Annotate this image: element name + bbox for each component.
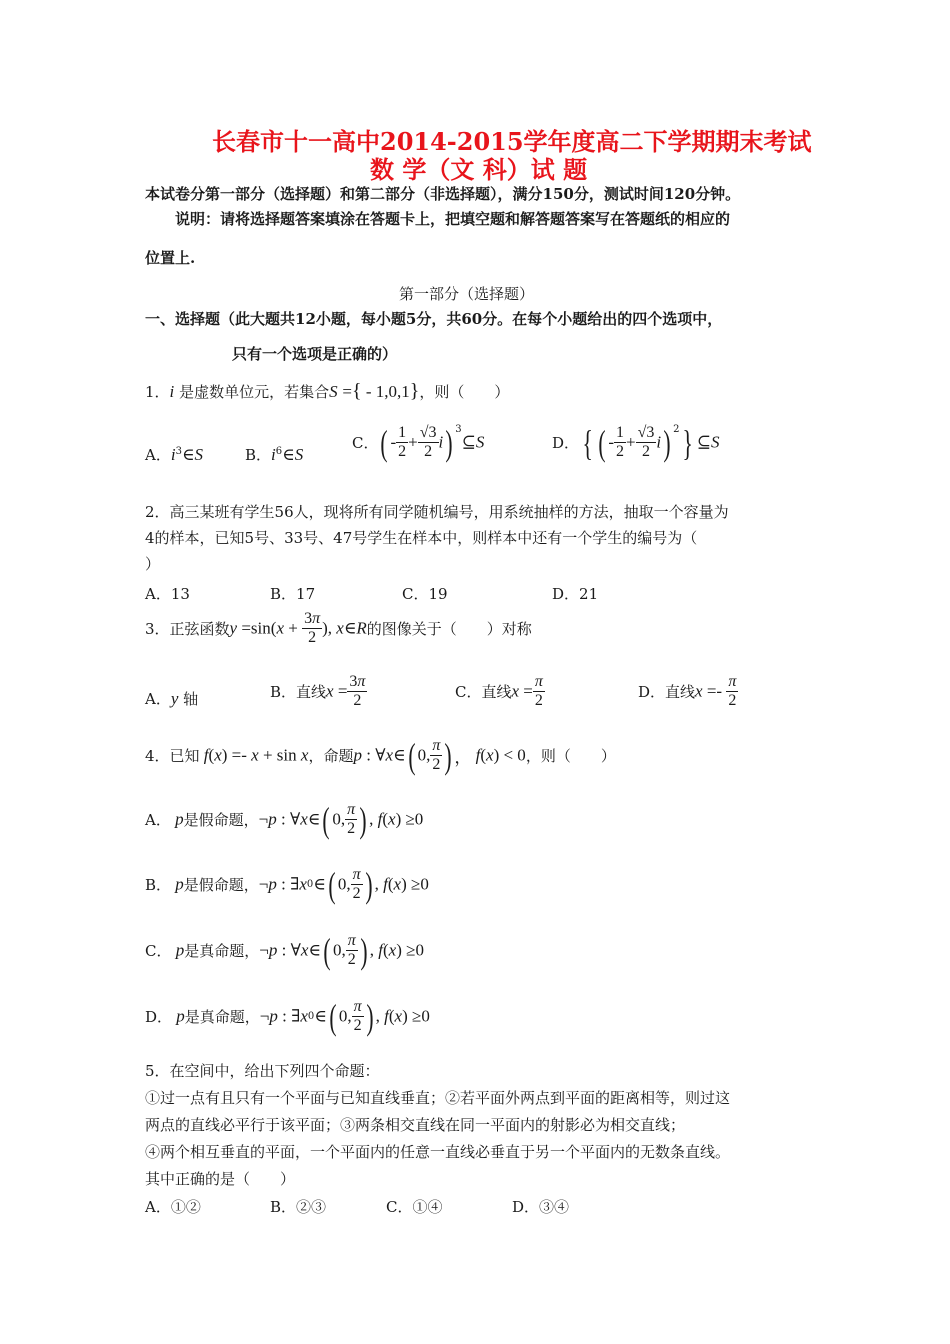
exam-intro: 本试卷分第一部分（选择题）和第二部分（非选择题），满分150分，测试时间120分钟。 bbox=[145, 185, 741, 203]
exam-title: 长春市十一高中2014-2015学年度高二下学期期末考试 bbox=[212, 127, 812, 156]
question-5-option-a[interactable]: A．①② bbox=[145, 1198, 201, 1216]
question-1-stem: 1．i 是虚数单位元，若集合S ={ - 1,0,1}，则（ ） bbox=[145, 380, 510, 402]
question-2-line2: 4的样本，已知5号、33号、47号学生在样本中，则样本中还有一个学生的编号为（ bbox=[145, 529, 698, 547]
question-1-option-d[interactable]: D．{ ( - $\frac{1}{2}$ + $\frac{√3}{2}$ i) $^2$} ⊆S bbox=[552, 422, 720, 463]
section-title-cont: 只有一个选项是正确的） bbox=[232, 345, 398, 363]
question-3-option-d[interactable]: D．直线x =- $\frac{\pi}{2}$ bbox=[638, 673, 737, 709]
instruction-line2: 位置上. bbox=[145, 249, 196, 267]
question-5-option-b[interactable]: B．②③ bbox=[270, 1198, 327, 1216]
question-5-line5: 其中正确的是（ ） bbox=[145, 1170, 296, 1188]
question-2-option-c[interactable]: C．19 bbox=[402, 585, 448, 603]
question-1-option-a[interactable]: A．$i^3\in S$ bbox=[145, 445, 204, 464]
question-4-option-c[interactable]: C． p是真命题，¬p : ∀x∈( 0, $\frac{\pi}{2}$ ) , f(x) ≥0 bbox=[145, 930, 424, 971]
question-4-option-a[interactable]: A． p是假命题，¬p : ∀x∈( 0, $\frac{\pi}{2}$ ) , f(x) ≥0 bbox=[145, 799, 424, 840]
question-3-option-b[interactable]: B．直线x = $\frac{3\pi}{2}$ bbox=[270, 673, 366, 709]
question-5-line2: ①过一点有且只有一个平面与已知直线垂直；②若平面外两点到平面的距离相等，则过这 bbox=[145, 1089, 731, 1107]
question-2-line1: 2．高三某班有学生56人，现将所有同学随机编号，用系统抽样的方法，抽取一个容量为 bbox=[145, 503, 729, 521]
question-1-option-c[interactable]: C．( - $\frac{1}{2}$ + $\frac{√3}{2}$ i) $^3$⊆S bbox=[352, 422, 485, 463]
question-5-option-c[interactable]: C．①④ bbox=[386, 1198, 443, 1216]
question-5-line1: 5．在空间中，给出下列四个命题： bbox=[145, 1062, 380, 1080]
question-4-option-b[interactable]: B． p是假命题，¬p : ∃x0∈( 0, $\frac{\pi}{2}$ ) , f(x) ≥0 bbox=[145, 864, 429, 905]
question-2-option-b[interactable]: B．17 bbox=[270, 585, 316, 603]
question-5-line3: 两点的直线必平行于该平面；③两条相交直线在同一平面内的射影必为相交直线； bbox=[145, 1116, 686, 1134]
question-3-option-c[interactable]: C．直线x = $\frac{\pi}{2}$ bbox=[455, 673, 543, 709]
question-5-option-d[interactable]: D．③④ bbox=[512, 1198, 570, 1216]
exam-subtitle: 数 学（文 科）试 题 bbox=[370, 155, 588, 184]
question-2-option-d[interactable]: D．21 bbox=[552, 585, 599, 603]
question-3-stem: 3．正弦函数y =sin(x + $\frac{3\pi}{2}$ ), x∈R的图像关于（ ）对称 bbox=[145, 610, 532, 646]
instruction-line1: 说明：请将选择题答案填涂在答题卡上，把填空题和解答题答案写在答题纸的相应的 bbox=[175, 210, 731, 228]
question-4-option-d[interactable]: D． p是真命题，¬p : ∃x0∈( 0, $\frac{\pi}{2}$ ) , f(x) ≥0 bbox=[145, 996, 430, 1037]
question-2-line3: ） bbox=[145, 555, 161, 573]
question-5-line4: ④两个相互垂直的平面，一个平面内的任意一直线必垂直于另一个平面内的无数条直线。 bbox=[145, 1143, 731, 1161]
question-4-stem: 4．已知 f(x) =- x + sin x，命题p : ∀x∈( 0, $\frac{\pi}{2}$ ) ， f(x) < 0，则（ ） bbox=[145, 735, 616, 776]
section-title: 一、选择题（此大题共12小题，每小题5分，共60分。在每个小题给出的四个选项中， bbox=[145, 310, 723, 328]
question-3-option-a[interactable]: A．y 轴 bbox=[145, 689, 199, 708]
question-1-option-b[interactable]: B．$i^6\in S$ bbox=[245, 445, 304, 464]
part1-heading: 第一部分（选择题） bbox=[399, 285, 535, 303]
question-2-option-a[interactable]: A．13 bbox=[145, 585, 190, 603]
